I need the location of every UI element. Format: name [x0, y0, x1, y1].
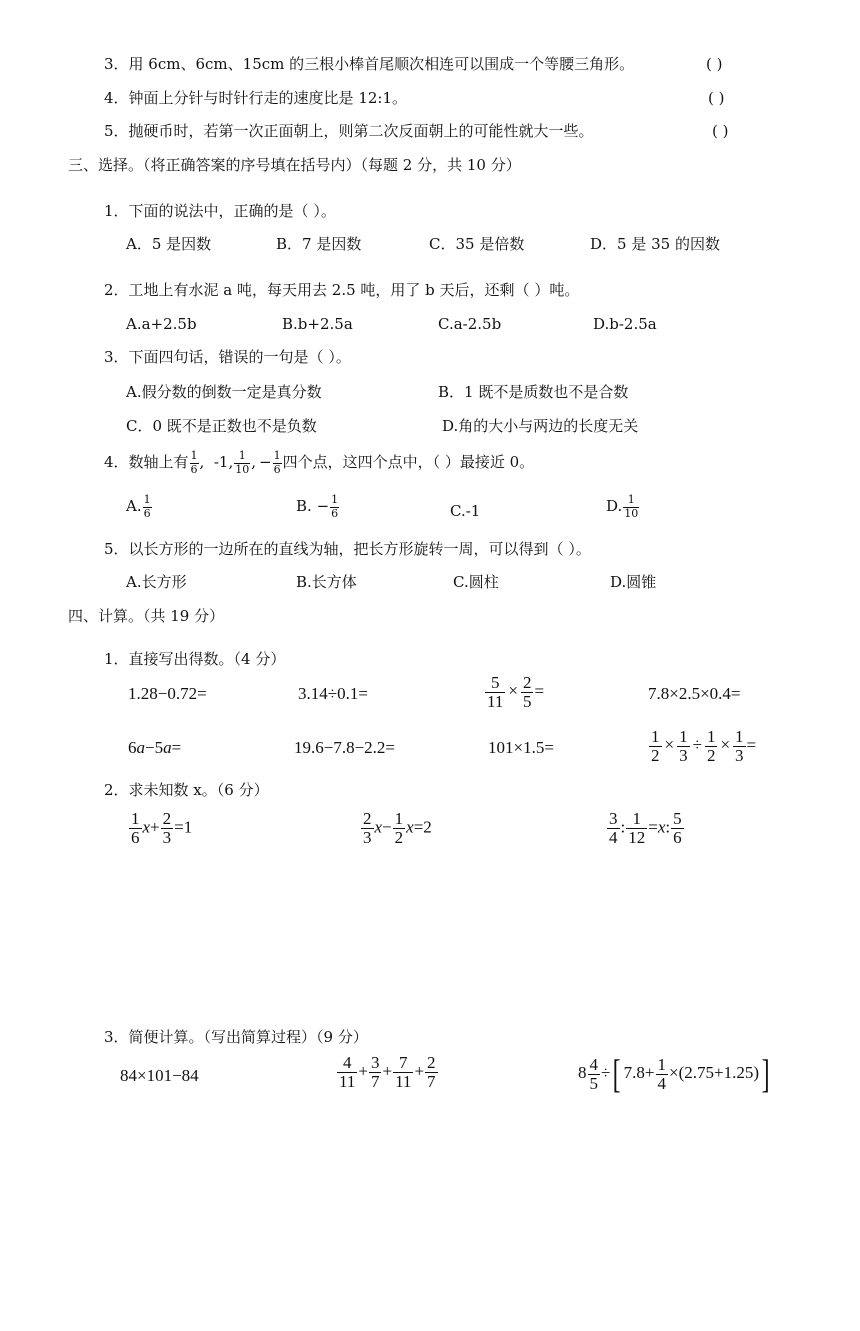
q4-option-b-label: B. [296, 497, 312, 516]
expr-8: $\frac{1}{2}$ × $\frac{1}{3}$ ÷ $\frac{1}{2}$ × $\frac{1}{3}$ = [651, 727, 757, 765]
expr-5-part-c: −5 [145, 738, 164, 757]
expr-4: 7.8×2.5×0.4= [648, 684, 741, 703]
calc-part-1-title: 1．直接写出得数。（4 分） [104, 650, 286, 668]
q1-option-b[interactable]: B．7 是因数 [276, 235, 362, 253]
q2-option-a[interactable]: A.a+2.5b [126, 315, 197, 333]
expr-5-part-e: = [171, 738, 182, 757]
choice-question-2: 2．工地上有水泥 a 吨，每天用去 2.5 吨，用了 b 天后，还剩（ ）吨。 [104, 281, 580, 299]
choice-question-4: 4．数轴上有 $\frac{1}{6}$ , -1, $\frac{1}{10}$ , − $\frac{1}{6}$ 四个点，这四个点中，（ ）最接近 0。 [104, 449, 535, 476]
q1-option-a[interactable]: A．5 是因数 [126, 235, 212, 253]
expr-3: $\frac{5}{11}$ × $\frac{2}{5}$ = [487, 673, 545, 711]
fraction-one-sixth: $\frac{1}{6}$ [190, 449, 198, 476]
fraction-one-tenth: $\frac{1}{10}$ [235, 449, 250, 476]
q2-option-b[interactable]: B.b+2.5a [282, 315, 353, 333]
q3-option-a[interactable]: A.假分数的倒数一定是真分数 [126, 383, 322, 401]
tf-answer-blank-3[interactable]: ( ) [706, 55, 723, 73]
choice-question-5: 5．以长方形的一边所在的直线为轴，把长方形旋转一周，可以得到（ ）。 [104, 540, 591, 558]
q4-option-b[interactable]: B. − $\frac{1}{6}$ [296, 493, 339, 520]
tf-answer-blank-4[interactable]: ( ) [708, 89, 725, 107]
equation-3: $\frac{3}{4}$ : $\frac{1}{12}$ =x: $\frac{5}{6}$ [609, 809, 682, 847]
q3-option-c[interactable]: C．0 既不是正数也不是负数 [126, 417, 317, 435]
expr-5-part-b: a [136, 738, 145, 757]
q4-option-a-label: A. [126, 497, 142, 516]
q4-option-c[interactable]: C.-1 [450, 502, 481, 520]
tf-question-3: 3．用 6cm、6cm、15cm 的三根小棒首尾顺次相连可以围成一个等腰三角形。 [104, 55, 635, 73]
tf-question-4: 4．钟面上分针与时针行走的速度比是 12:1。 [104, 89, 407, 107]
expr-5 [128, 738, 181, 758]
simplify-expr-1: 84×101−84 [120, 1066, 199, 1085]
q5-option-a[interactable]: A.长方形 [126, 573, 187, 591]
q4-stem-rest: 四个点，这四个点中，（ ）最接近 0。 [282, 453, 535, 472]
expr-6: 19.6−7.8−2.2= [294, 738, 396, 757]
q3-option-b[interactable]: B．1 既不是质数也不是合数 [438, 383, 629, 401]
equation-2: $\frac{2}{3}$ x− $\frac{1}{2}$ x=2 [363, 809, 432, 847]
equation-1: $\frac{1}{6}$ x+ $\frac{2}{3}$ =1 [131, 809, 193, 847]
calc-part-2-title: 2．求未知数 x。（6 分） [104, 781, 269, 799]
simplify-expr-3: 8 $\frac{4}{5}$ ÷[ 7.8+ $\frac{1}{4}$ ×(2.75+1.25)] [578, 1051, 770, 1096]
q1-option-c[interactable]: C．35 是倍数 [429, 235, 525, 253]
q4-stem-prefix: 4．数轴上有 [104, 453, 189, 472]
calc-part-3-title: 3．简便计算。（写出简算过程）（9 分） [104, 1028, 368, 1046]
q4-option-a[interactable]: A. $\frac{1}{6}$ [126, 493, 151, 520]
q2-option-d[interactable]: D.b-2.5a [593, 315, 657, 333]
q5-option-b[interactable]: B.长方体 [296, 573, 357, 591]
q4-option-d-label: D. [606, 497, 623, 516]
expr-1: 1.28−0.72= [128, 684, 207, 703]
q4-option-d[interactable]: D. $\frac{1}{10}$ [606, 493, 639, 520]
choice-question-3: 3．下面四句话，错误的一句是（ ）。 [104, 348, 351, 366]
expr-5-part-d: a [163, 738, 172, 757]
simplify-expr-3-part-2: ×(2.75+1.25) [669, 1062, 760, 1082]
expr-2: 3.14÷0.1= [298, 684, 368, 703]
choice-question-1: 1．下面的说法中，正确的是（ ）。 [104, 202, 336, 220]
fraction-neg-one-sixth: $\frac{1}{6}$ [273, 449, 281, 476]
expr-7: 101×1.5= [488, 738, 554, 757]
q3-option-d[interactable]: D.角的大小与两边的长度无关 [442, 417, 639, 435]
q2-option-c[interactable]: C.a-2.5b [438, 315, 502, 333]
q5-option-c[interactable]: C.圆柱 [453, 573, 499, 591]
tf-question-5: 5．抛硬币时，若第一次正面朝上，则第二次反面朝上的可能性就大一些。 [104, 122, 594, 140]
tf-answer-blank-5[interactable]: ( ) [712, 122, 729, 140]
q1-option-d[interactable]: D．5 是 35 的因数 [590, 235, 720, 253]
section-4-title: 四、计算。（共 19 分） [68, 607, 225, 625]
simplify-expr-3-part-1: 7.8+ [623, 1062, 655, 1082]
q5-option-d[interactable]: D.圆锥 [610, 573, 657, 591]
simplify-expr-2: $\frac{4}{11}$ + $\frac{3}{7}$ + $\frac{7}{11}$ + $\frac{2}{7}$ [339, 1053, 436, 1091]
expr-5-part-a: 6 [128, 738, 137, 757]
section-3-title: 三、选择。（将正确答案的序号填在括号内）（每题 2 分，共 10 分） [68, 156, 521, 174]
